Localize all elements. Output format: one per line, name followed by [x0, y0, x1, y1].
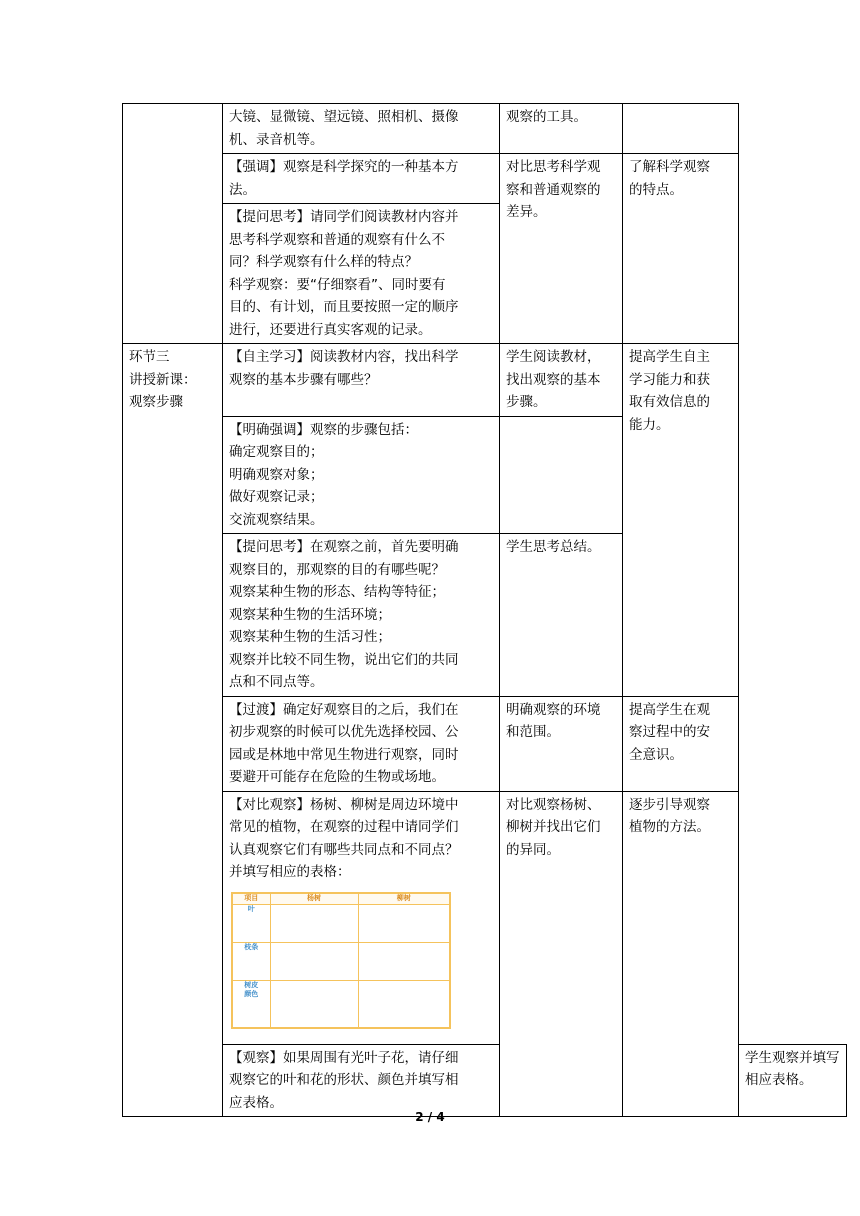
content-cell: 【强调】观察是科学探究的一种基本方 法。 — [223, 154, 500, 204]
intent-cell: 提高学生自主 学习能力和获 取有效信息的 能力。 — [623, 344, 739, 697]
student-activity-cell: 观察的工具。 — [500, 104, 623, 154]
inner-cell — [270, 942, 358, 980]
inner-row-label: 叶 — [232, 904, 270, 942]
content-cell: 【自主学习】阅读教材内容，找出科学 观察的基本步骤有哪些？ — [223, 344, 500, 417]
student-activity-cell: 学生阅读教材， 找出观察的基本 步骤。 — [500, 344, 623, 417]
inner-header: 项目 — [232, 893, 270, 905]
table-row — [123, 104, 847, 154]
intent-cell: 提高学生在观 察过程中的安 全意识。 — [623, 696, 739, 791]
content-cell: 【观察】如果周围有光叶子花，请仔细 观察它的叶和花的形状、颜色并填写相 应表格。 — [223, 1044, 500, 1117]
lesson-plan-table — [122, 103, 847, 1117]
intent-cell — [623, 104, 739, 154]
intent-cell: 了解科学观察 的特点。 — [623, 154, 739, 344]
inner-cell — [270, 980, 358, 1028]
inner-row-label: 枝条 — [232, 942, 270, 980]
content-cell: 【提问思考】在观察之前，首先要明确 观察目的，那观察的目的有哪些呢？ 观察某种生物的形态、结构等特征； 观察某种生物的生活环境； 观察某种生物的生活习性； 观察并比较不同生物，说出它们的共同 点和不同点等。 — [223, 534, 500, 697]
inner-cell — [270, 904, 358, 942]
table-row — [123, 154, 847, 204]
page-number: 2 / 4 — [415, 1110, 445, 1124]
content-cell: 【明确强调】观察的步骤包括： 确定观察目的； 明确观察对象； 做好观察记录； 交流观察结果。 — [223, 416, 500, 534]
inner-cell — [358, 980, 450, 1028]
intent-cell: 逐步引导观察 植物的方法。 — [623, 791, 739, 1117]
content-cell: 【过渡】确定好观察目的之后，我们在 初步观察的时候可以优先选择校园、公 园或是林地中常见生物进行观察，同时 要避开可能存在危险的生物或场地。 — [223, 696, 500, 791]
inner-row-label: 树皮 颜色 — [232, 980, 270, 1028]
student-activity-cell: 学生思考总结。 — [500, 534, 623, 697]
inner-header: 杨树 — [270, 893, 358, 905]
table-row — [123, 344, 847, 417]
comparison-table-image — [231, 892, 449, 1032]
table-row — [123, 791, 847, 1044]
section-cell: 环节三 讲授新课： 观察步骤 — [123, 344, 223, 1117]
inner-cell — [358, 904, 450, 942]
student-activity-cell — [500, 416, 623, 534]
section-cell — [123, 104, 223, 344]
content-cell: 大镜、显微镜、望远镜、照相机、摄像 机、录音机等。 — [223, 104, 500, 154]
student-activity-cell: 对比观察杨树、 柳树并找出它们 的异同。 — [500, 791, 623, 1117]
student-activity-cell: 明确观察的环境 和范围。 — [500, 696, 623, 791]
table-row — [123, 696, 847, 791]
inner-header: 柳树 — [358, 893, 450, 905]
content-cell: 【提问思考】请同学们阅读教材内容并 思考科学观察和普通的观察有什么不 同？科学观察有什么样的特点？ 科学观察：要“仔细察看”、同时要有 目的、有计划，而且要按照一定的顺序 进行，还要进行真实客观的记录。 — [223, 204, 500, 344]
inner-cell — [358, 942, 450, 980]
poplar-willow-table — [231, 892, 451, 1030]
content-cell: 【对比观察】杨树、柳树是周边环境中 常见的植物，在观察的过程中请同学们 认真观察它们有哪些共同点和不同点？ 并填写相应的表格： 项目 杨树 柳树 叶 枝条 树皮 颜色 — [223, 791, 500, 1044]
student-activity-cell: 学生观察并填写 相应表格。 — [739, 1044, 847, 1117]
student-activity-cell: 对比思考科学观 察和普通观察的 差异。 — [500, 154, 623, 344]
